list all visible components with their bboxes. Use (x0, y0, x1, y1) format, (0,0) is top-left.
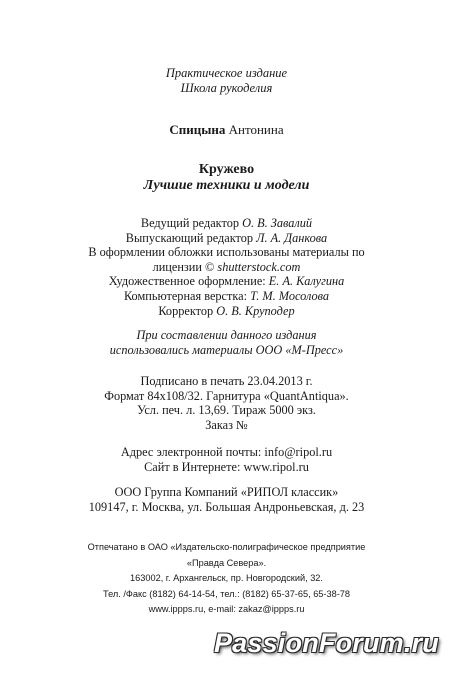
author-first-name: Антонина (228, 122, 284, 137)
printer-line-3: 163002, г. Архангельск, пр. Новгородский, 32. (130, 573, 323, 583)
credit-label: Ведущий редактор (140, 216, 239, 230)
printer-block (0, 540, 453, 618)
credit-label: Выпускающий редактор (125, 230, 254, 245)
contacts-block (0, 445, 453, 475)
note-line-1: При составлении данного издания (136, 328, 317, 342)
author-name (0, 122, 453, 138)
book-title-block (0, 162, 453, 194)
materials-note (0, 328, 453, 358)
book-title: Кружево (198, 162, 255, 177)
print-details (0, 374, 453, 432)
watermark-logo: PassionForum.ru (213, 628, 439, 658)
credit-art (0, 274, 453, 289)
credit-value: О. В. Завалий (242, 216, 313, 230)
book-subtitle: Лучшие техники и модели (143, 178, 310, 193)
credit-label: Корректор (158, 303, 214, 318)
series-line-1: Практическое издание (165, 66, 288, 80)
credit-label: лицензии © (152, 259, 215, 274)
credit-value: Л. А. Данкова (256, 230, 328, 245)
credit-cover-line-2 (0, 260, 453, 275)
author-surname: Спицына (169, 122, 226, 137)
printer-line-1: Отпечатано в ОАО «Издательско-полиграфическое предприятие (87, 542, 366, 552)
credit-value: shutterstock.com (217, 259, 301, 274)
credit-value: Е. А. Калугина (268, 274, 345, 289)
print-signed: Подписано в печать 23.04.2013 г. (140, 374, 313, 388)
publisher-block (0, 485, 453, 515)
credit-value: Т. М. Мосолова (250, 288, 330, 303)
credit-layout (0, 289, 453, 304)
credit-issuing-editor (0, 231, 453, 246)
credit-label: Компьютерная верстка: (123, 288, 248, 303)
publisher-address: 109147, г. Москва, ул. Большая Андроньевская, д. 23 (88, 500, 365, 514)
contact-site: Сайт в Интернете: www.ripol.ru (144, 460, 309, 474)
publisher-name: ООО Группа Компаний «РИПОЛ классик» (114, 485, 339, 499)
printer-line-2: «Правда Севера». (186, 557, 267, 568)
printer-line-4: Тел. /Факс (8182) 64-14-54, тел.: (8182) 65-37-65, 65-38-78 (103, 588, 350, 599)
printer-line-5: www.ippps.ru, e-mail: zakaz@ippps.ru (148, 604, 305, 614)
print-format: Формат 84x108/32. Гарнитура «QuantAntiqua». (104, 388, 349, 403)
credits-block (0, 216, 453, 318)
credit-value: О. В. Круподер (216, 303, 295, 318)
print-sheets: Усл. печ. л. 13,69. Тираж 5000 экз. (137, 403, 316, 418)
credit-label: Художественное оформление: (108, 274, 266, 289)
credit-proofreader (0, 304, 453, 319)
print-order: Заказ № (205, 417, 248, 432)
note-line-2: использовались материалы ООО «М-Пресс» (109, 343, 344, 357)
credit-cover-line-1: В оформлении обложки использованы материалы по (88, 245, 365, 260)
series-block (0, 66, 453, 96)
contact-email: Адрес электронной почты: info@ripol.ru (120, 445, 333, 459)
credit-lead-editor (0, 216, 453, 231)
series-line-2: Школа рукоделия (180, 81, 273, 95)
